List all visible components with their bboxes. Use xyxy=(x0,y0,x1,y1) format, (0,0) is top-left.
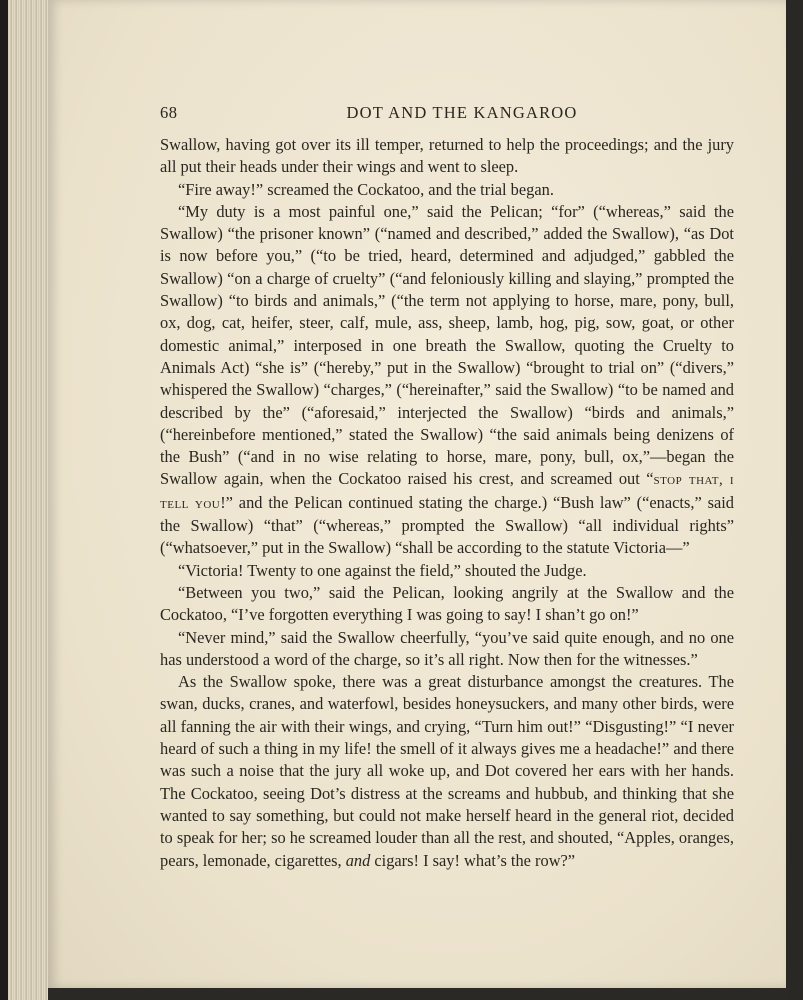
paragraph xyxy=(160,179,734,201)
text-segment: “Between you two,” said the Pelican, looking angrily at the Swallow and the Cockatoo, “I’ve forgotten everything I was going to say! I shan’t go on!” xyxy=(160,582,734,625)
text-segment: “My duty is a most painful one,” said the Pelican; “for” (“whereas,” said the Swallow) “the prisoner known” (“named and described,” added the Swallow), “as Dot is now before you,” (“to be tried, heard, determined and adjudged,” gabbled the Swallow) “on a charge of cruelty” (“and feloniously killing and slaying,” prompted the Swallow) “to birds and animals,” (“the term not applying to horse, mare, pony, bull, ox, dog, cat, heifer, steer, calf, mule, ass, sheep, lamb, hog, pig, sow, goat, or other domestic animal,” interposed in one breath the Swallow, quoting the Cruelty to Animals Act) “she is” (“hereby,” put in the Swallow) “brought to trial on” (“divers,” whispered the Swallow) “charges,” (“hereinafter,” said the Swallow) “to be named and described by the” (“aforesaid,” interjected the Swallow) “birds and animals,” (“hereinbefore mentioned,” stated the Swallow) “the said animals being denizens of the Bush” (“and in no wise relating to horse, mare, pony, bull, ox,”—began the Swallow again, when the Cockatoo raised his crest, and screamed out “ xyxy=(160,201,734,489)
text-segment: “Never mind,” said the Swallow cheerfully, “you’ve said quite enough, and no one has understood a word of the charge, so it’s all right. Now then for the witnesses.” xyxy=(160,627,734,669)
paragraph xyxy=(160,582,734,627)
page-header xyxy=(160,103,734,125)
paragraph xyxy=(160,134,734,179)
paragraph xyxy=(160,671,734,872)
paragraph xyxy=(160,627,734,672)
text-segment: cigars! I say! what’s the row?” xyxy=(370,850,576,870)
running-title: DOT AND THE KANGAROO xyxy=(346,103,578,122)
paragraph xyxy=(160,560,734,582)
body-text xyxy=(160,134,734,872)
text-segment: “Victoria! Twenty to one against the field,” shouted the Judge. xyxy=(178,560,587,580)
binding-shadow xyxy=(786,0,803,1000)
text-segment: Swallow, having got over its ill temper, returned to help the proceedings; and the jury all put their heads under their wings and went to sleep. xyxy=(160,135,734,177)
bottom-shadow xyxy=(48,988,788,1000)
text-segment: !” and the Pelican continued stating the charge.) “Bush law” (“enacts,” said the Swallow) “that” (“whereas,” prompted the Swallow) “all individual rights” (“whatsoever,” put in the Swallow) “shall be according to the statute Victoria—” xyxy=(160,492,734,558)
text-segment: stop that, i tell you xyxy=(160,472,734,512)
paragraph xyxy=(160,201,734,560)
text-segment: As the Swallow spoke, there was a great disturbance amongst the creatures. The swan, ducks, cranes, and waterfowl, besides honeysuckers, and many other birds, were all fanning the air with their wings, and crying, “Turn him out!” “Disgusting!” “I never heard of such a thing in my life! the smell of it always gives me a headache!” and there was such a noise that the jury all woke up, and Dot covered her ears with her hands. The Cockatoo, seeing Dot’s distress at the screams and hubbub, and thinking that she wanted to say something, but could not make herself heard in the general riot, decided to speak for her; so he screamed louder than all the rest, and shouted, “Apples, oranges, pears, lemonade, cigarettes, xyxy=(160,672,734,870)
page-number: 68 xyxy=(160,103,178,122)
text-segment: “Fire away!” screamed the Cockatoo, and the trial began. xyxy=(178,179,554,199)
text-segment: and xyxy=(345,850,371,870)
